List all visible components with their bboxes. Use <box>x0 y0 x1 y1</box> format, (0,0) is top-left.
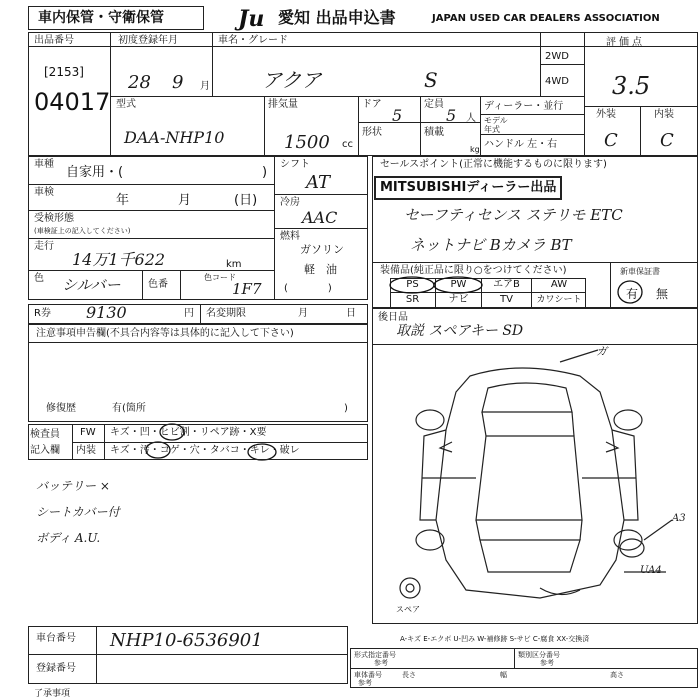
shape-label: 形状 <box>362 127 382 138</box>
fuel-diesel: 軽 油 <box>304 263 337 276</box>
score-label: 評価点 <box>606 37 645 48</box>
use-close: ) <box>262 165 268 180</box>
mileage-label: 走行 <box>34 241 54 252</box>
equip-tv: TV <box>482 293 532 308</box>
name-change-day: 日 <box>346 308 356 319</box>
load-unit: kg <box>470 145 480 154</box>
capacity-label: 定員 <box>424 99 444 110</box>
drive-2wd: 2WD <box>545 51 569 62</box>
lot-label: 出品番号 <box>34 35 74 46</box>
selling-point-line1: セーフティセンス ステリモ ETC <box>404 206 623 224</box>
interior-items: キズ・汚・コゲ・穴・タバコ・キレ・破レ <box>110 445 300 456</box>
model-year-label: モデル <box>484 116 508 125</box>
recycle-unit: 円 <box>184 308 194 319</box>
remark-body: ボディ A.U. <box>36 531 101 545</box>
warranty-has: 有 <box>626 287 639 301</box>
footer-text: 了承事項 <box>34 689 71 699</box>
equip-airbag: エアB <box>482 278 532 293</box>
selling-points-label: セールスポイント(正常に機能するものに限ります) <box>380 159 607 170</box>
recycle-value: 9130 <box>86 303 127 322</box>
model-label: 車名・グレード <box>218 35 288 46</box>
aircon-label: 冷房 <box>280 197 300 208</box>
spare-label: スペア <box>396 605 420 614</box>
damage-mark-ua4: UA4 <box>640 565 662 576</box>
doors-value: 5 <box>392 106 403 125</box>
ref2-label: 参考 <box>540 659 554 667</box>
class-label: 類別区分番号 <box>518 651 560 659</box>
inspection-day-unit: (日) <box>234 193 258 208</box>
equip-aw: AW <box>532 278 586 293</box>
color-code-label: 色コード <box>204 273 236 282</box>
dealer-label: ディーラー・並行 <box>484 101 564 112</box>
height-label: 高さ <box>610 671 624 679</box>
repair-close: ) <box>344 403 348 414</box>
recycle-label: R券 <box>34 308 51 319</box>
mileage-unit: km <box>226 259 242 270</box>
type-label: 型式 <box>116 99 136 110</box>
damage-mark-a3: A3 <box>672 513 686 524</box>
stamp-label: 車内保管・守衛保管 <box>38 10 164 26</box>
capacity-unit: 人 <box>466 113 476 124</box>
warranty-label: 新車保証書 <box>620 267 660 276</box>
width-label: 幅 <box>500 671 507 679</box>
repair-value: 有(箇所 <box>112 403 146 414</box>
damage-legend: A-キズ E-エクボ U-凹み W-補修跡 S-サビ C-腐食 XX-交換済 <box>400 635 590 643</box>
displacement-label: 排気量 <box>268 99 298 110</box>
chassis-ref-sub: 参考 <box>358 679 372 687</box>
recycle-frame <box>28 304 368 324</box>
equip-pw: PW <box>436 278 482 293</box>
name-change-label: 名変期限 <box>206 308 246 319</box>
use-label: 車種 <box>34 159 54 170</box>
inspection-month-unit: 月 <box>178 193 192 208</box>
chassis-label: 車台番号 <box>36 633 76 644</box>
type-value: DAA-NHP10 <box>124 128 225 147</box>
score-value: 3.5 <box>612 72 651 100</box>
interior-value: C <box>660 130 674 151</box>
displacement-unit: cc <box>342 139 353 150</box>
chassis-ref-label: 車体番号 <box>354 671 382 679</box>
chassis-value: NHP10-6536901 <box>110 630 263 651</box>
equipment-label: 装備品(純正品に限り○をつけてください) <box>380 265 567 276</box>
equip-navi: ナビ <box>436 293 482 308</box>
registration-month: 9 <box>172 72 184 93</box>
inspector-label: 検査員 <box>30 429 60 440</box>
back-tires-label: 後日品 <box>378 312 408 323</box>
fuel-paren: ( ) <box>284 283 332 294</box>
shift-value: AT <box>306 172 331 193</box>
color-label: 色 <box>34 273 44 284</box>
equip-ps: PS <box>390 278 436 293</box>
handle-label: ハンドル 左・右 <box>484 139 558 150</box>
capacity-value: 5 <box>446 106 457 125</box>
repair-label: 修復歴 <box>46 403 76 414</box>
dealer-badge: MITSUBISHIディーラー出品 <box>380 180 557 195</box>
mileage-value: 14万1千622 <box>72 250 166 269</box>
lot-lane: [2153] <box>44 65 84 79</box>
interior-tag: 内装 <box>76 445 96 456</box>
aircon-value: AAC <box>302 208 338 227</box>
fw-items: キズ・凹・ヒビ割・リペア跡・X要 <box>110 427 267 438</box>
notes-header: 注意事項申告欄(不具合内容等は具体的に記入して下さい) <box>36 328 294 339</box>
registration-year: 28 <box>128 72 151 93</box>
model-year-sub: 年式 <box>484 125 500 134</box>
registration-label: 初度登録年月 <box>118 35 178 46</box>
doors-label: ドア <box>362 99 382 110</box>
use-value: 自家用・( <box>66 165 124 180</box>
model-name: アクア <box>262 68 322 92</box>
registration-month-unit: 月 <box>200 81 210 92</box>
equip-sr: SR <box>390 293 436 308</box>
selling-point-line2: ネットナビ Bカメラ BT <box>410 236 572 254</box>
name-change-month: 月 <box>298 308 308 319</box>
form-title: 愛知 出品申込書 <box>278 8 396 27</box>
entry-label: 記入欄 <box>30 445 60 456</box>
fuel-gasoline: ガソリン <box>300 243 344 256</box>
shift-label: シフト <box>280 159 310 170</box>
model-grade: S <box>424 68 438 92</box>
form-title-en: JAPAN USED CAR DEALERS ASSOCIATION <box>432 13 660 24</box>
displacement-value: 1500 <box>284 132 330 153</box>
exterior-label: 外装 <box>596 109 616 120</box>
diagram-frame <box>372 308 698 624</box>
back-tires-value: 取説 スペアキー SD <box>396 323 524 339</box>
reg-number-label: 登録番号 <box>36 663 76 674</box>
warranty-none: 無 <box>656 287 669 301</box>
length-label: 長さ <box>402 671 416 679</box>
load-label: 積載 <box>424 127 444 138</box>
fuel-label: 燃料 <box>280 231 300 242</box>
acceptance-label: 受検形態 <box>34 213 74 224</box>
drive-4wd: 4WD <box>545 76 569 87</box>
interior-label: 内装 <box>654 109 674 120</box>
lot-number: 04017 <box>34 88 111 116</box>
exterior-value: C <box>604 130 618 151</box>
inspection-year-unit: 年 <box>116 193 130 208</box>
color-code-value: 1F7 <box>232 280 262 298</box>
remark-seat-cover: シートカバー付 <box>36 505 120 519</box>
damage-mark-ga: ガ <box>596 345 607 358</box>
fw-tag: FW <box>80 427 96 438</box>
ref1-label: 参考 <box>374 659 388 667</box>
remark-battery: バッテリー × <box>36 479 110 493</box>
inspection-label: 車検 <box>34 187 54 198</box>
form-label: 形式指定番号 <box>354 651 396 659</box>
equip-leather: カワシート <box>536 295 582 305</box>
ju-logo: Ju <box>238 6 265 32</box>
color-value: シルバー <box>62 276 121 294</box>
color-number-label: 色番 <box>148 279 168 290</box>
acceptance-note: (車検証上の記入してください) <box>34 227 131 235</box>
